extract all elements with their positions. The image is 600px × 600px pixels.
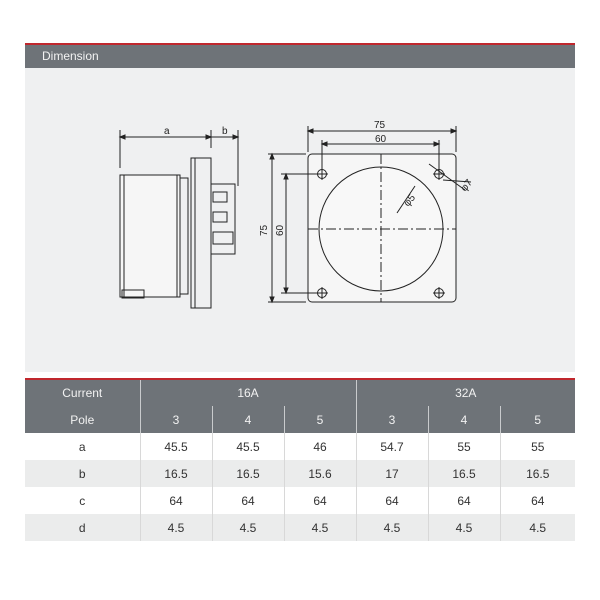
table-cell: 64 <box>500 487 575 514</box>
label-bolt-circle: φ5 <box>401 192 419 209</box>
table-cell: 17 <box>356 460 428 487</box>
table-cell: 45.5 <box>212 433 284 460</box>
side-view <box>120 130 238 308</box>
label-height-outer: 75 <box>259 224 270 236</box>
label-hole: φ7 <box>458 177 476 194</box>
table-row <box>25 433 575 460</box>
table-cell: 64 <box>140 487 212 514</box>
table-cell: 4.5 <box>212 514 284 541</box>
label-height-inner: 60 <box>275 224 286 236</box>
table-cell: 55 <box>500 433 575 460</box>
table-cell: 4.5 <box>140 514 212 541</box>
label-a: a <box>164 126 170 137</box>
spec-table <box>25 380 575 541</box>
table-cell: 16.5 <box>500 460 575 487</box>
group-32a: 32A <box>356 380 575 406</box>
table-cell: 45.5 <box>140 433 212 460</box>
pole-cell: 5 <box>284 406 356 433</box>
table-cell: 64 <box>284 487 356 514</box>
dimension-drawing <box>25 68 575 372</box>
current-label: Current <box>25 380 140 406</box>
table-cell: 4.5 <box>356 514 428 541</box>
pole-label: Pole <box>25 406 140 433</box>
pole-cell: 3 <box>356 406 428 433</box>
table-cell: 55 <box>428 433 500 460</box>
table-row <box>25 514 575 541</box>
table-cell: 16.5 <box>140 460 212 487</box>
row-label: a <box>25 433 140 460</box>
row-label: d <box>25 514 140 541</box>
row-label: b <box>25 460 140 487</box>
front-view <box>268 126 471 302</box>
table-row <box>25 487 575 514</box>
table-cell: 46 <box>284 433 356 460</box>
table-row <box>25 460 575 487</box>
section-title: Dimension <box>42 49 99 63</box>
label-width-inner: 60 <box>375 134 387 145</box>
pole-cell: 3 <box>140 406 212 433</box>
table-cell: 64 <box>428 487 500 514</box>
table-cell: 4.5 <box>428 514 500 541</box>
table-cell: 64 <box>212 487 284 514</box>
label-width-outer: 75 <box>374 120 386 131</box>
pole-cell: 4 <box>212 406 284 433</box>
section-header <box>25 45 575 68</box>
header-row-current <box>25 380 575 406</box>
table-cell: 64 <box>356 487 428 514</box>
pole-cell: 5 <box>500 406 575 433</box>
technical-drawing-svg <box>25 68 575 372</box>
table-cell: 16.5 <box>428 460 500 487</box>
label-b: b <box>222 126 228 137</box>
table-cell: 15.6 <box>284 460 356 487</box>
table-cell: 4.5 <box>500 514 575 541</box>
pole-cell: 4 <box>428 406 500 433</box>
group-16a: 16A <box>140 380 356 406</box>
table-cell: 16.5 <box>212 460 284 487</box>
table-cell: 54.7 <box>356 433 428 460</box>
row-label: c <box>25 487 140 514</box>
table-cell: 4.5 <box>284 514 356 541</box>
header-row-pole <box>25 406 575 433</box>
